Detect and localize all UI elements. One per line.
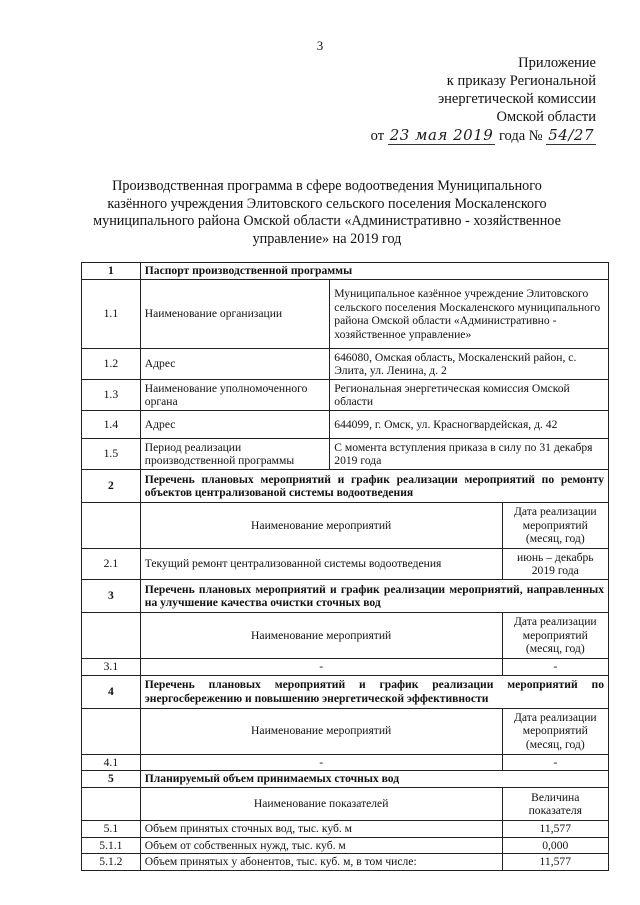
row-number: 1.1 — [82, 280, 141, 349]
appendix-block — [371, 54, 596, 145]
table-row — [82, 754, 609, 771]
row-value: 644099, г. Омск, ул. Красногвардейская, д. 42 — [330, 411, 609, 439]
row-number: 5.1 — [82, 821, 141, 838]
row-label: Текущий ремонт централизованной системы водоотведения — [140, 549, 502, 580]
section-title: Паспорт производственной программы — [140, 263, 608, 280]
year-word: года № — [498, 128, 543, 144]
table-row — [82, 280, 609, 349]
column-header: Наименование мероприятий — [140, 613, 502, 659]
column-header: Дата реализации мероприятий (месяц, год) — [502, 708, 608, 754]
row-value: Региональная энергетическая комиссия Омской области — [330, 380, 609, 411]
appendix-line-1: Приложение — [518, 55, 596, 71]
section-title: Перечень плановых мероприятий и график реализации мероприятий по энергосбережению и повышению энергетической эффективности — [140, 675, 608, 708]
table-row — [82, 837, 609, 854]
handwritten-date: 23 мая 2019 — [389, 126, 494, 144]
row-number: 1.4 — [82, 411, 141, 439]
row-label: Объем принятых у абонентов, тыс. куб. м, в том числе: — [140, 854, 502, 871]
row-number: 3.1 — [82, 659, 141, 676]
row-value: 11,577 — [502, 854, 608, 871]
row-label: Объем принятых сточных вод, тыс. куб. м — [140, 821, 502, 838]
header-row — [82, 503, 609, 549]
header-row — [82, 708, 609, 754]
row-value: 0,000 — [502, 837, 608, 854]
page-number: 3 — [316, 38, 324, 53]
table-row — [82, 411, 609, 439]
section-row — [82, 580, 609, 613]
section-row — [82, 771, 609, 788]
section-number: 5 — [82, 771, 141, 788]
section-row — [82, 263, 609, 280]
row-value: 646080, Омская область, Москаленский район, с. Элита, ул. Ленина, д. 2 — [330, 349, 609, 380]
handwritten-number: 54/27 — [548, 126, 594, 144]
row-value: 11,577 — [502, 821, 608, 838]
column-header: Наименование показателей — [140, 788, 502, 821]
row-label: Объем от собственных нужд, тыс. куб. м — [140, 837, 502, 854]
section-row — [82, 470, 609, 503]
column-header: Наименование мероприятий — [140, 503, 502, 549]
section-number: 3 — [82, 580, 141, 613]
row-value: - — [502, 754, 608, 771]
row-label: Адрес — [140, 411, 330, 439]
table-row — [82, 659, 609, 676]
row-label: - — [140, 659, 502, 676]
row-value: Муниципальное казённое учреждение Элитовского сельского поселения Москаленского муниципального района Омской области «Административно - хозяйственное управление» — [330, 280, 609, 349]
row-number: 5.1.2 — [82, 854, 141, 871]
row-value: С момента вступления приказа в силу по 31 декабря 2019 года — [330, 439, 609, 470]
row-label: Наименование организации — [140, 280, 330, 349]
column-header: Дата реализации мероприятий (месяц, год) — [502, 613, 608, 659]
appendix-line-4: Омской области — [496, 109, 596, 125]
row-label: Период реализации производственной программы — [140, 439, 330, 470]
row-value: июнь – декабрь 2019 года — [502, 549, 608, 580]
section-number: 1 — [82, 263, 141, 280]
row-number: 1.5 — [82, 439, 141, 470]
column-header: Наименование мероприятий — [140, 708, 502, 754]
section-title: Планируемый объем принимаемых сточных вод — [140, 771, 608, 788]
table-row — [82, 821, 609, 838]
program-table — [81, 262, 609, 871]
row-number: 2.1 — [82, 549, 141, 580]
table-row — [82, 854, 609, 871]
table-row — [82, 349, 609, 380]
row-label: Наименование уполномоченного органа — [140, 380, 330, 411]
section-row — [82, 675, 609, 708]
table-row — [82, 439, 609, 470]
date-prefix: от — [370, 128, 385, 144]
row-value: - — [502, 659, 608, 676]
row-number: 5.1.1 — [82, 837, 141, 854]
column-header: Дата реализации мероприятий (месяц, год) — [502, 503, 608, 549]
row-label: - — [140, 754, 502, 771]
header-row — [82, 788, 609, 821]
section-number: 2 — [82, 470, 141, 503]
column-header: Величина показателя — [502, 788, 608, 821]
row-number: 1.3 — [82, 380, 141, 411]
document-title: Производственная программа в сфере водоотведения Муниципального казённого учреждения Элитовского сельского поселения Москаленского муниципального района Омской области «Административно - хозяйственное управление» на 2019 год — [93, 178, 561, 247]
table-row — [82, 549, 609, 580]
table-row — [82, 380, 609, 411]
section-title: Перечень плановых мероприятий и график реализации мероприятий, направленных на улучшение качества очистки сточных вод — [140, 580, 608, 613]
appendix-line-3: энергетической комиссии — [437, 91, 596, 107]
appendix-date-line — [371, 126, 596, 145]
row-number: 4.1 — [82, 754, 141, 771]
row-number: 1.2 — [82, 349, 141, 380]
appendix-line-2: к приказу Региональной — [446, 73, 596, 89]
section-number: 4 — [82, 675, 141, 708]
section-title: Перечень плановых мероприятий и график реализации мероприятий по ремонту объектов централизованой системы водоотведения — [140, 470, 608, 503]
row-label: Адрес — [140, 349, 330, 380]
header-row — [82, 613, 609, 659]
